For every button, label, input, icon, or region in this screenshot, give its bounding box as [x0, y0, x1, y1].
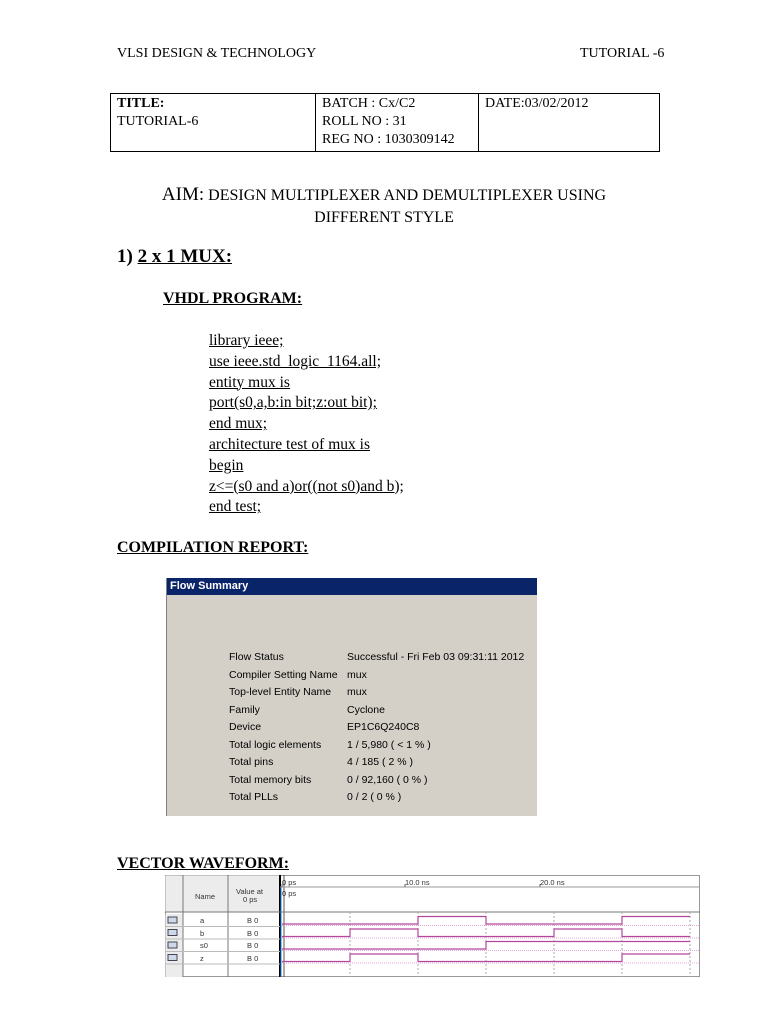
section-title: 2 x 1 MUX:: [137, 246, 233, 267]
column-header-value-time: 0 ps: [243, 895, 258, 904]
flow-row-key: Device: [229, 721, 262, 733]
time-label: 20.0 ns: [540, 878, 565, 887]
header-tutorial: TUTORIAL -6: [580, 46, 665, 61]
title-label: TITLE:: [117, 96, 165, 111]
flow-summary-rows: [229, 649, 524, 807]
column-header-value: Value at: [236, 887, 263, 896]
signal-value: B 0: [247, 941, 259, 950]
flow-summary-row: [229, 667, 524, 685]
batch-cell: [316, 94, 479, 152]
waveform-heading: VECTOR WAVEFORM:: [117, 855, 290, 872]
flow-summary-panel: [166, 578, 537, 816]
cursor-label: 0 ps: [282, 889, 297, 898]
time-label: 10.0 ns: [405, 878, 430, 887]
flow-summary-row: [229, 754, 524, 772]
time-label: 0 ps: [282, 878, 297, 887]
flow-row-key: Compiler Setting Name: [229, 668, 338, 681]
input-pin-icon: [168, 942, 177, 948]
output-pin-icon: [168, 955, 177, 961]
signal-value: B 0: [247, 928, 259, 938]
flow-row-value: Cyclone: [347, 703, 385, 716]
signal-name: b: [200, 928, 205, 938]
column-header-name: Name: [195, 892, 216, 901]
signal-value: B 0: [247, 953, 259, 963]
code-line: use ieee.std_logic_1164.all;: [209, 352, 382, 370]
aim-block: [110, 184, 658, 229]
input-pin-icon: [168, 917, 177, 923]
flow-row-value: EP1C6Q240C8: [347, 721, 420, 733]
title-value: TUTORIAL-6: [117, 114, 199, 129]
flow-summary-row: [229, 719, 524, 737]
signal-name: s0: [200, 941, 208, 950]
flow-summary-row: [229, 684, 524, 702]
vhdl-heading: VHDL PROGRAM:: [163, 290, 303, 307]
section-heading: [117, 246, 232, 268]
flow-row-key: Flow Status: [229, 651, 284, 663]
input-pin-icon: [168, 930, 177, 936]
signal-name: z: [200, 953, 204, 963]
aim-text-1: DESIGN MULTIPLEXER AND DEMULTIPLEXER USING: [204, 187, 607, 204]
flow-row-value: 0 / 92,160 ( 0 % ): [347, 773, 428, 786]
flow-row-key: Total pins: [229, 756, 274, 768]
date-cell: [479, 94, 660, 152]
code-line: port(s0,a,b:in bit;z:out bit);: [209, 394, 377, 412]
section-number: 1): [117, 246, 138, 267]
date-text: DATE:03/02/2012: [485, 96, 589, 111]
code-line: library ieee;: [209, 332, 284, 349]
roll-text: ROLL NO : 31: [322, 114, 407, 129]
reg-text: REG NO : 1030309142: [322, 132, 455, 147]
signal-name: a: [200, 916, 205, 925]
signal-value: B 0: [247, 916, 259, 925]
flow-row-value: mux: [347, 686, 367, 698]
vhdl-code: [209, 331, 404, 518]
flow-row-key: Top-level Entity Name: [229, 686, 332, 698]
flow-row-key: Total memory bits: [229, 773, 312, 786]
flow-summary-row: [229, 649, 524, 667]
flow-row-value: Successful - Fri Feb 03 09:31:11 2012: [347, 651, 525, 663]
flow-row-value: 1 / 5,980 ( < 1 % ): [347, 738, 431, 751]
flow-row-value: 4 / 185 ( 2 % ): [347, 756, 413, 768]
flow-summary-row: [229, 702, 524, 720]
code-line: architecture test of mux is: [209, 435, 370, 453]
flow-row-key: Family: [229, 703, 260, 716]
info-table: [110, 93, 660, 152]
flow-row-value: 0 / 2 ( 0 % ): [347, 791, 402, 803]
waveform-panel: [165, 875, 700, 977]
flow-summary-row: [229, 737, 524, 755]
code-line: end mux;: [209, 415, 268, 433]
flow-summary-row: [229, 789, 524, 807]
title-cell: [111, 94, 316, 152]
batch-text: BATCH : Cx/C2: [322, 96, 416, 111]
compilation-heading: COMPILATION REPORT:: [117, 539, 309, 556]
code-line: end test;: [209, 498, 262, 516]
aim-label: AIM:: [161, 184, 205, 205]
code-line: begin: [209, 456, 244, 474]
flow-summary-title: Flow Summary: [167, 578, 537, 595]
code-line: entity mux is: [209, 373, 290, 391]
flow-summary-row: [229, 772, 524, 790]
flow-row-value: mux: [347, 668, 367, 681]
flow-row-key: Total logic elements: [229, 738, 322, 751]
aim-text-2: DIFFERENT STYLE: [314, 209, 454, 226]
flow-row-key: Total PLLs: [229, 791, 279, 803]
header-course: VLSI DESIGN & TECHNOLOGY: [117, 46, 317, 61]
code-line: z<=(s0 and a)or((not s0)and b);: [209, 477, 404, 495]
